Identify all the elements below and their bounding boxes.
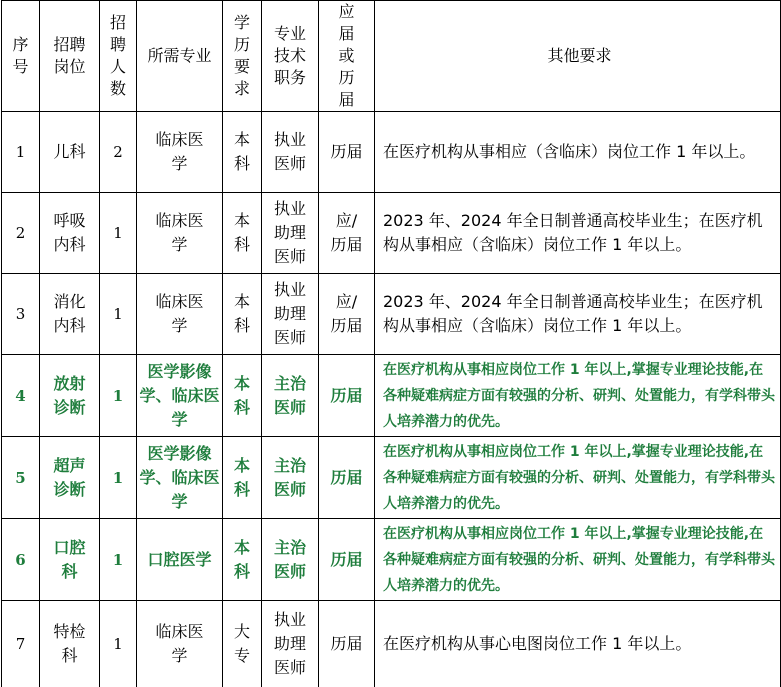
header-title: 专业技术职务: [262, 1, 319, 112]
table-row: [2, 519, 781, 601]
cell-education: 本科: [223, 112, 262, 193]
cell-count: 1: [100, 193, 137, 274]
cell-graduate: 历届: [319, 355, 375, 437]
header-education: 学历要求: [223, 1, 262, 112]
recruitment-table: [1, 0, 781, 687]
cell-count: 1: [100, 274, 137, 355]
cell-position: 呼吸内科: [40, 193, 100, 274]
cell-major: 临床医学: [137, 601, 223, 687]
cell-no: 2: [2, 193, 40, 274]
cell-no: 7: [2, 601, 40, 687]
table-row: [2, 355, 781, 437]
cell-no: 3: [2, 274, 40, 355]
cell-graduate: 应/历届: [319, 193, 375, 274]
cell-no: 1: [2, 112, 40, 193]
cell-position: 消化内科: [40, 274, 100, 355]
cell-title: 执业助理医师: [262, 601, 319, 687]
cell-requirements: 2023 年、2024 年全日制普通高校毕业生；在医疗机构从事相应（含临床）岗位工作 1 年以上。: [375, 193, 781, 274]
cell-graduate: 历届: [319, 112, 375, 193]
cell-major: 口腔医学: [137, 519, 223, 601]
cell-education: 本科: [223, 437, 262, 519]
cell-requirements: 在医疗机构从事相应（含临床）岗位工作 1 年以上。: [375, 112, 781, 193]
cell-major: 临床医学: [137, 274, 223, 355]
cell-title: 执业助理医师: [262, 193, 319, 274]
table-row: [2, 193, 781, 274]
cell-education: 本科: [223, 519, 262, 601]
cell-major: 医学影像学、临床医学: [137, 437, 223, 519]
cell-graduate: 应/历届: [319, 274, 375, 355]
cell-no: 4: [2, 355, 40, 437]
header-count: 招聘人数: [100, 1, 137, 112]
table-row: [2, 274, 781, 355]
cell-major: 临床医学: [137, 193, 223, 274]
cell-count: 1: [100, 437, 137, 519]
cell-position: 放射诊断: [40, 355, 100, 437]
cell-position: 口腔科: [40, 519, 100, 601]
cell-title: 主治医师: [262, 437, 319, 519]
cell-requirements: 在医疗机构从事相应岗位工作 1 年以上,掌握专业理论技能,在各种疑难病症方面有较强的分析、研判、处置能力，有学科带头人培养潜力的优先。: [375, 437, 781, 519]
cell-no: 6: [2, 519, 40, 601]
cell-education: 本科: [223, 274, 262, 355]
table-row: [2, 437, 781, 519]
cell-count: 1: [100, 519, 137, 601]
cell-title: 执业医师: [262, 112, 319, 193]
header-major: 所需专业: [137, 1, 223, 112]
cell-count: 1: [100, 355, 137, 437]
cell-position: 超声诊断: [40, 437, 100, 519]
cell-education: 本科: [223, 193, 262, 274]
cell-requirements: 在医疗机构从事心电图岗位工作 1 年以上。: [375, 601, 781, 687]
header-position: 招聘岗位: [40, 1, 100, 112]
cell-count: 1: [100, 601, 137, 687]
header-no: 序号: [2, 1, 40, 112]
cell-title: 主治医师: [262, 355, 319, 437]
cell-position: 儿科: [40, 112, 100, 193]
cell-title: 执业助理医师: [262, 274, 319, 355]
cell-position: 特检科: [40, 601, 100, 687]
cell-title: 主治医师: [262, 519, 319, 601]
cell-graduate: 历届: [319, 519, 375, 601]
cell-education: 本科: [223, 355, 262, 437]
cell-education: 大专: [223, 601, 262, 687]
header-row: [2, 1, 781, 112]
cell-requirements: 2023 年、2024 年全日制普通高校毕业生；在医疗机构从事相应（含临床）岗位工作 1 年以上。: [375, 274, 781, 355]
cell-no: 5: [2, 437, 40, 519]
cell-requirements: 在医疗机构从事相应岗位工作 1 年以上,掌握专业理论技能,在各种疑难病症方面有较强的分析、研判、处置能力，有学科带头人培养潜力的优先。: [375, 519, 781, 601]
cell-major: 医学影像学、临床医学: [137, 355, 223, 437]
cell-count: 2: [100, 112, 137, 193]
table-row: [2, 601, 781, 687]
cell-requirements: 在医疗机构从事相应岗位工作 1 年以上,掌握专业理论技能,在各种疑难病症方面有较强的分析、研判、处置能力，有学科带头人培养潜力的优先。: [375, 355, 781, 437]
table-row: [2, 112, 781, 193]
header-graduate: 应届或历届: [319, 1, 375, 112]
cell-graduate: 历届: [319, 601, 375, 687]
header-requirements: 其他要求: [375, 1, 781, 112]
cell-graduate: 历届: [319, 437, 375, 519]
cell-major: 临床医学: [137, 112, 223, 193]
